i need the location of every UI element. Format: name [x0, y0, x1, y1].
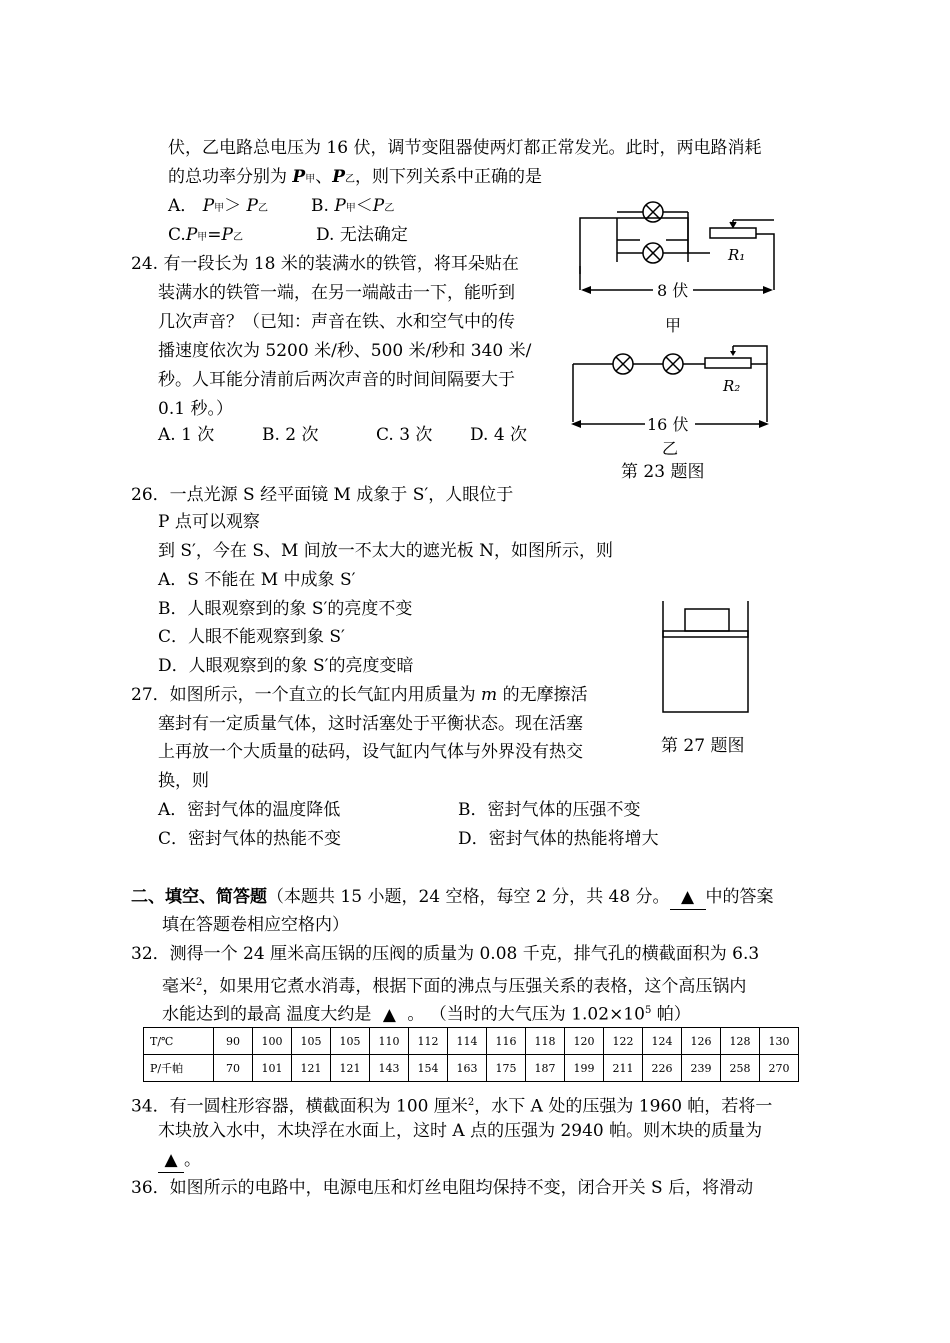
- table-row-header: T/℃: [144, 1028, 214, 1055]
- q24-line: 装满水的铁管一端，在另一端敲击一下，能听到: [158, 283, 515, 303]
- q24-line: 几次声音？（已知：声音在铁、水和空气中的传: [158, 312, 515, 332]
- table-cell: 270: [760, 1055, 799, 1082]
- table-cell: 143: [370, 1055, 409, 1082]
- q26-option-c: C．人眼不能观察到象 S′: [158, 627, 345, 647]
- table-cell: 100: [253, 1028, 292, 1055]
- q24-line: 24. 有一段长为 18 米的装满水的铁管，将耳朵贴在: [131, 254, 519, 274]
- q24-option-b: B. 2 次: [262, 425, 319, 445]
- q23-circuit-figure: [565, 198, 790, 488]
- table-cell: 199: [565, 1055, 604, 1082]
- q27-line1: 27．如图所示，一个直立的长气缸内用质量为 m 的无摩擦活: [131, 685, 588, 705]
- table-cell: 258: [721, 1055, 760, 1082]
- table-cell: 121: [331, 1055, 370, 1082]
- table-cell: 124: [643, 1028, 682, 1055]
- q26-option-d: D．人眼观察到的象 S′的亮度变暗: [158, 656, 414, 676]
- table-cell: 120: [565, 1028, 604, 1055]
- q27-option-a: A．密封气体的温度降低: [158, 800, 341, 820]
- table-cell: 101: [253, 1055, 292, 1082]
- q32-line1: 32．测得一个 24 厘米高压锅的压阀的质量为 0.08 千克，排气孔的横截面积为 6.3: [131, 944, 760, 964]
- table-cell: 105: [331, 1028, 370, 1055]
- q23-line1: 伏，乙电路总电压为 16 伏，调节变阻器使两灯都正常发光。此时，两电路消耗: [168, 138, 762, 158]
- q26-option-a: A．S 不能在 M 中成象 S′: [158, 570, 356, 590]
- q34-line1: 34．有一圆柱形容器，横截面积为 100 厘米$^2$，水下 A 处的压强为 1960 帕，若将一: [131, 1096, 773, 1117]
- q26-line1: 26．一点光源 S 经平面镜 M 成象于 S′，人眼位于: [131, 485, 514, 505]
- r1-label: R₁: [728, 246, 746, 264]
- q23-option-c: C.P甲=P乙: [168, 225, 243, 245]
- table-cell: 121: [292, 1055, 331, 1082]
- q36-line1: 36．如图所示的电路中，电源电压和灯丝电阻均保持不变，闭合开关 S 后，将滑动: [131, 1178, 754, 1198]
- q24-line: 播速度依次为 5200 米/秒、500 米/秒和 340 米/: [158, 341, 532, 361]
- q23-option-d: D. 无法确定: [316, 225, 408, 245]
- q27-line4: 换，则: [158, 771, 209, 791]
- q27-option-b: B．密封气体的压强不变: [458, 800, 641, 820]
- table-cell: 110: [370, 1028, 409, 1055]
- q34-line3: ▲ 。: [158, 1148, 201, 1173]
- q24-line: 0.1 秒。）: [158, 399, 233, 419]
- table-cell: 114: [448, 1028, 487, 1055]
- q27-figure-caption: 第 27 题图: [661, 736, 745, 756]
- q24-option-a: A. 1 次: [158, 425, 215, 445]
- table-row: [144, 1055, 799, 1082]
- q32-line3: 水能达到的最高 温度大约是 ▲ 。 （当时的大气压为 $1.02\times 10^5$ 帕）: [162, 999, 691, 1028]
- table-cell: 187: [526, 1055, 565, 1082]
- q24-option-c: C. 3 次: [376, 425, 433, 445]
- table-cell: 116: [487, 1028, 526, 1055]
- circuit1-wires: [580, 218, 688, 274]
- table-cell: 112: [409, 1028, 448, 1055]
- table-cell: 70: [214, 1055, 253, 1082]
- rheostat-r1-icon: [710, 228, 756, 238]
- q27-line3: 上再放一个大质量的砝码，设气缸内气体与外界没有热交: [158, 742, 583, 762]
- table-cell: 122: [604, 1028, 643, 1055]
- table-cell: 130: [760, 1028, 799, 1055]
- section2-heading: 二、填空、简答题（本题共 15 小题，24 空格，每空 2 分，共 48 分。 ▲ 中的答案: [131, 885, 774, 910]
- q24-option-d: D. 4 次: [470, 425, 528, 445]
- q23-option-b: B. P甲＜P乙: [311, 196, 395, 216]
- voltage-8v-label: 8 伏: [657, 281, 689, 300]
- section2-desc: 填在答题卷相应空格内）: [162, 915, 349, 935]
- q23-option-a: A． P甲＞ P乙: [168, 196, 268, 216]
- caption-yi: 乙: [662, 439, 679, 458]
- q26-line3: 到 S′，今在 S、M 间放一不太大的遮光板 N，如图所示，则: [158, 541, 614, 561]
- q26-line2: P 点可以观察: [158, 512, 260, 532]
- q32-answer-blank: ▲: [371, 1003, 407, 1028]
- q27-line2: 塞封有一定质量气体，这时活塞处于平衡状态。现在活塞: [158, 714, 583, 734]
- q32-line2: 毫米$^2$，如果用它煮水消毒，根据下面的沸点与压强关系的表格，这个高压锅内: [162, 976, 747, 997]
- table-cell: 239: [682, 1055, 721, 1082]
- boiling-point-table: [143, 1027, 799, 1082]
- q27-cylinder-figure: [655, 597, 760, 767]
- table-cell: 90: [214, 1028, 253, 1055]
- cylinder-icon: [663, 601, 748, 712]
- table-cell: 128: [721, 1028, 760, 1055]
- weight-icon: [685, 609, 729, 631]
- q23-line2: 的总功率分别为 P甲、P乙，则下列关系中正确的是: [168, 167, 542, 187]
- table-cell: 126: [682, 1028, 721, 1055]
- table-cell: 175: [487, 1055, 526, 1082]
- table-cell: 226: [643, 1055, 682, 1082]
- table-row-header: P/千帕: [144, 1055, 214, 1082]
- voltage-16v-label: 16 伏: [647, 415, 689, 434]
- q23-figure-caption: 第 23 题图: [621, 462, 705, 482]
- table-cell: 211: [604, 1055, 643, 1082]
- piston-icon: [663, 631, 748, 637]
- q27-option-d: D．密封气体的热能将增大: [458, 829, 659, 849]
- r2-label: R₂: [723, 377, 741, 395]
- table-row: [144, 1028, 799, 1055]
- q27-option-c: C．密封气体的热能不变: [158, 829, 342, 849]
- table-cell: 163: [448, 1055, 487, 1082]
- rheostat-r2-icon: [705, 358, 751, 368]
- q34-answer-blank: ▲: [158, 1148, 184, 1173]
- q26-option-b: B．人眼观察到的象 S′的亮度不变: [158, 599, 413, 619]
- table-cell: 154: [409, 1055, 448, 1082]
- q24-line: 秒。人耳能分清前后两次声音的时间间隔要大于: [158, 370, 515, 390]
- table-cell: 105: [292, 1028, 331, 1055]
- table-cell: 118: [526, 1028, 565, 1055]
- q34-line2: 木块放入水中，木块浮在水面上，这时 A 点的压强为 2940 帕。则木块的质量为: [158, 1121, 763, 1141]
- caption-jia: 甲: [665, 316, 682, 335]
